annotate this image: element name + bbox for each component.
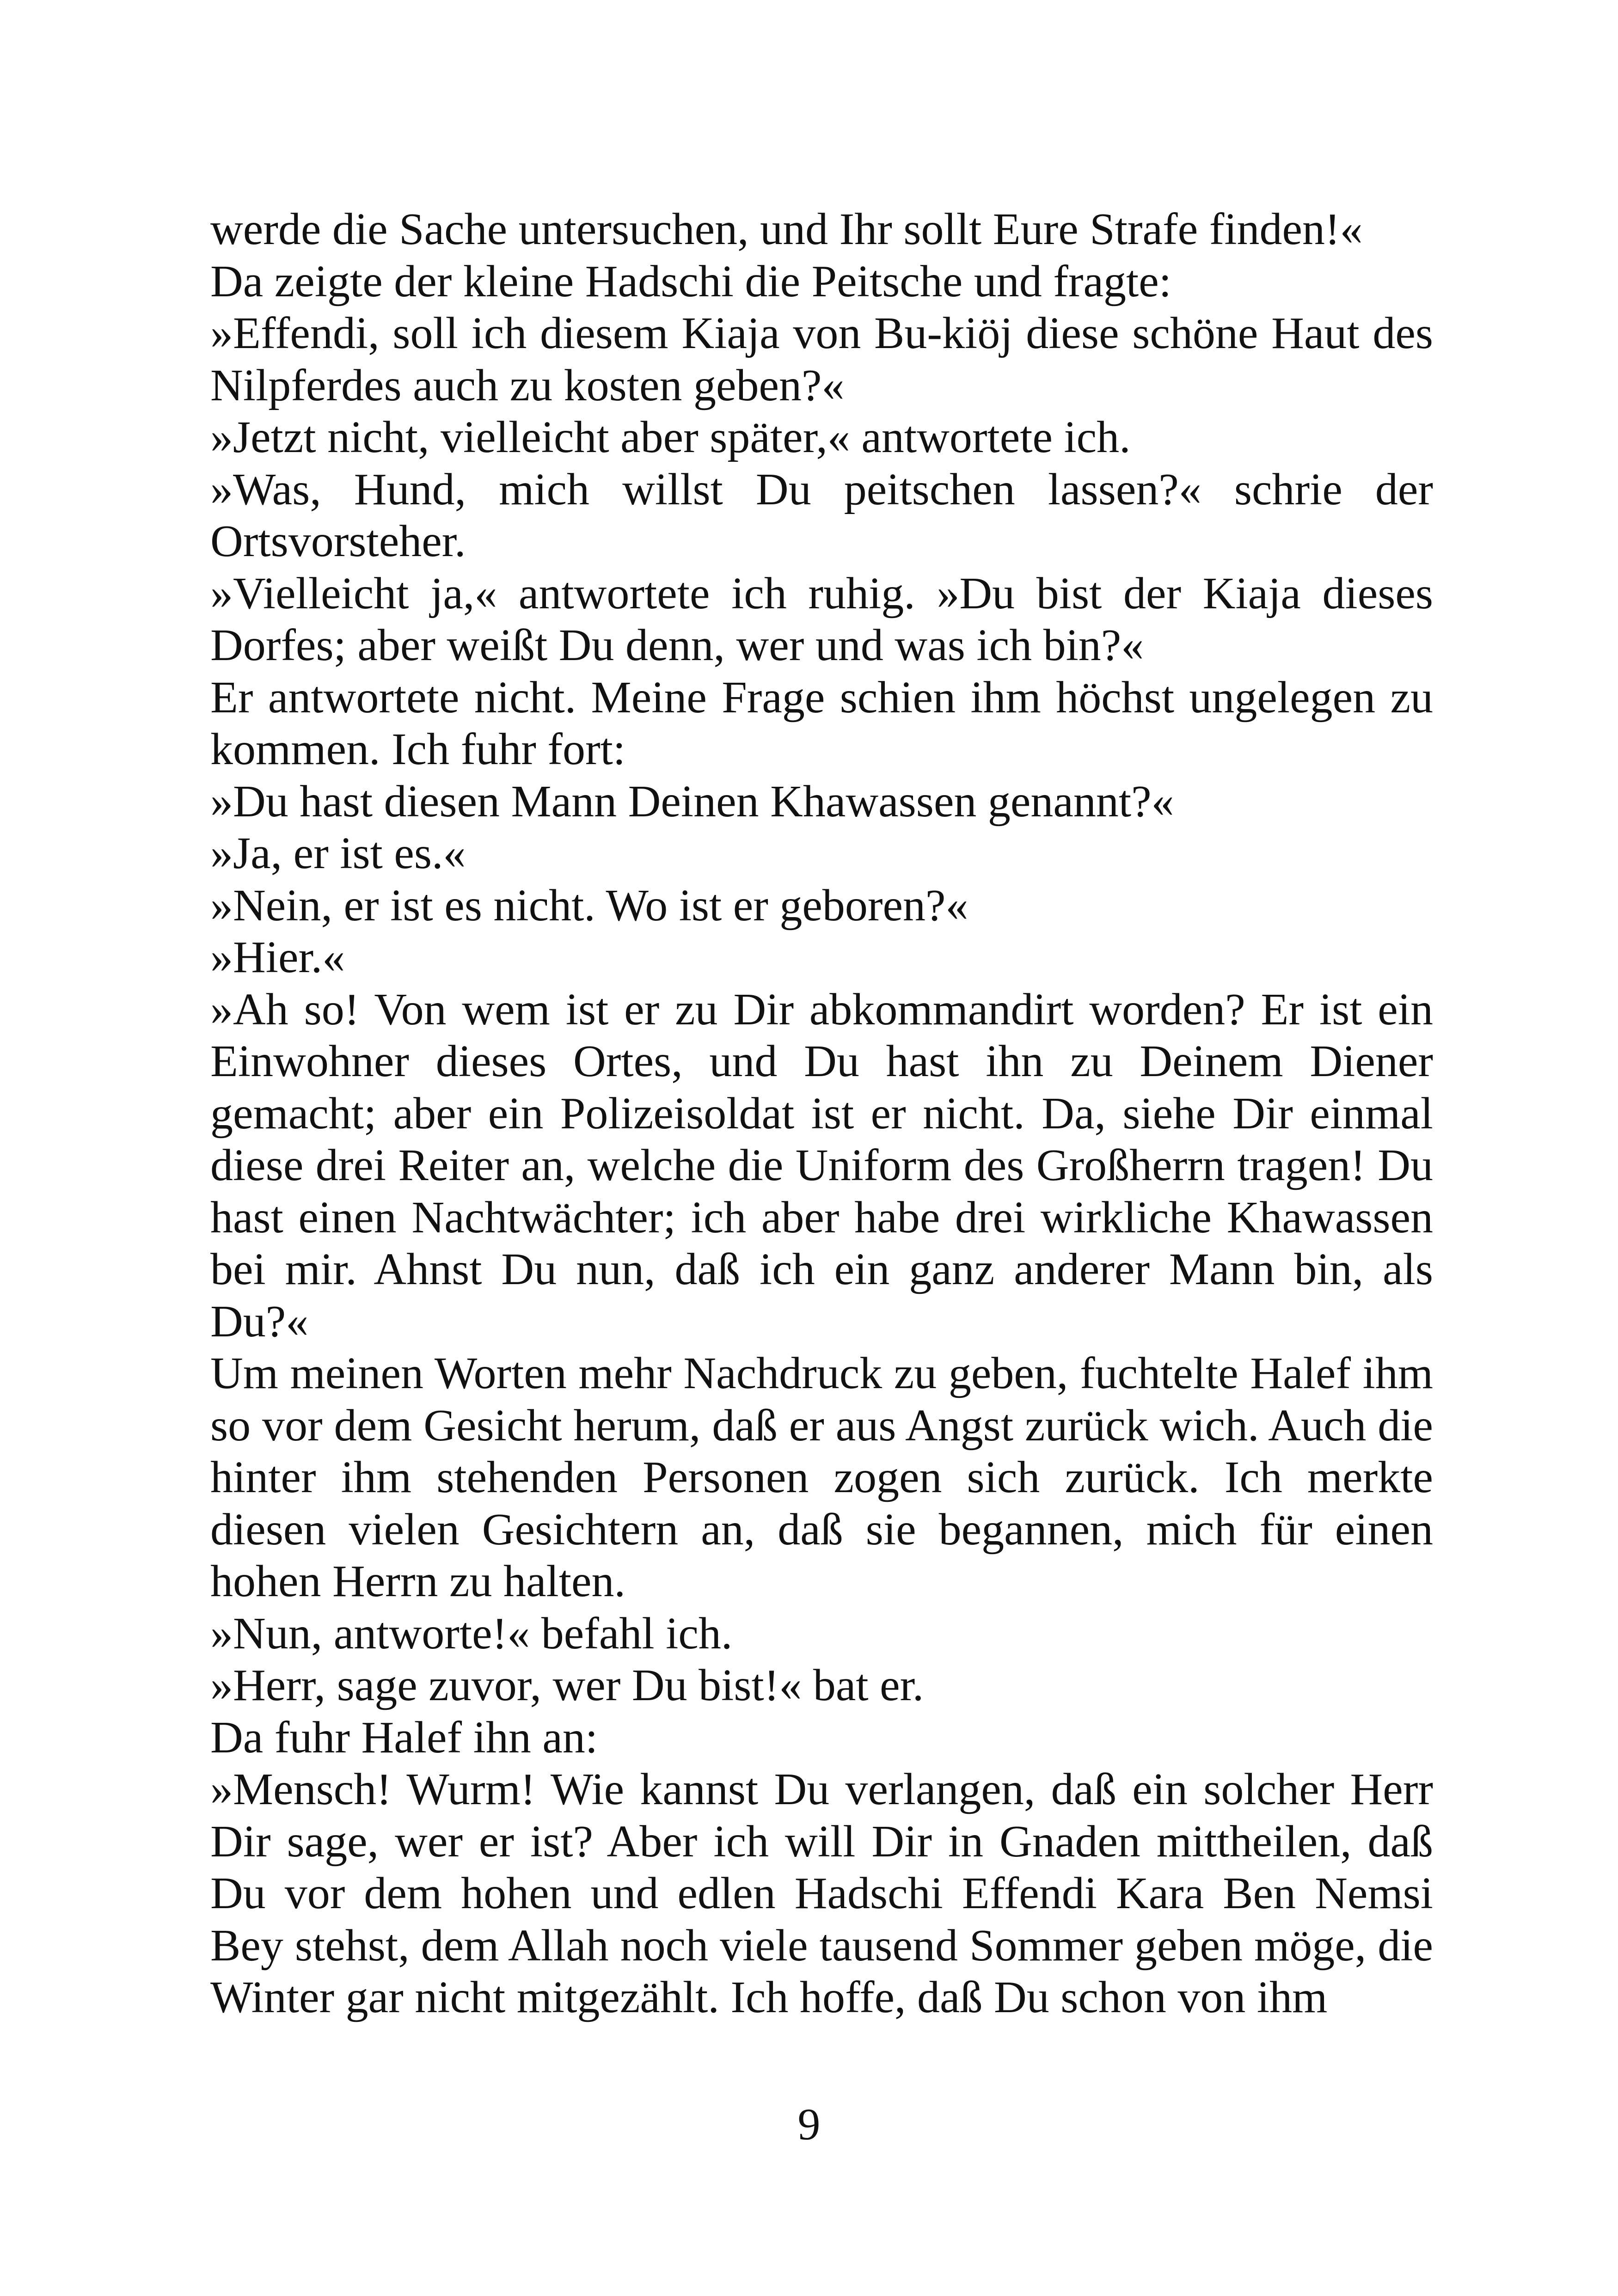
paragraph: »Du hast diesen Mann Deinen Khawassen genannt?«: [210, 776, 1174, 827]
paragraph: »Ah so! Von wem ist er zu Dir abkommandirt worden? Er ist ein Einwohner dieses Ortes, und Du hast ihn zu Deinem Diener gemacht; aber ein Polizeisoldat ist er nicht. Da, siehe Dir einmal diese drei Reiter an, welche die Uniform des Großherrn tragen! Du hast einen Nachtwächter; ich aber habe drei wirkliche Khawassen bei mir. Ahnst Du nun, daß ich ein ganz anderer Mann bin, als Du?«: [210, 984, 1433, 1347]
paragraph: »Herr, sage zuvor, wer Du bist!« bat er.: [210, 1660, 924, 1710]
paragraph: »Effendi, soll ich diesem Kiaja von Bu-kiöj diese schöne Haut des Nilpferdes auch zu kosten geben?«: [210, 308, 1433, 410]
paragraph: »Jetzt nicht, vielleicht aber später,« antwortete ich.: [210, 412, 1131, 462]
paragraph: »Vielleicht ja,« antwortete ich ruhig. »Du bist der Kiaja dieses Dorfes; aber weißt Du denn, wer und was ich bin?«: [210, 568, 1433, 670]
paragraph: Da fuhr Halef ihn an:: [210, 1712, 598, 1763]
paragraph: »Mensch! Wurm! Wie kannst Du verlangen, daß ein solcher Herr Dir sage, wer er ist? Aber ich will Dir in Gnaden mittheilen, daß Du vor dem hohen und edlen Hadschi Effendi Kara Ben Nemsi Bey stehst, dem Allah noch viele tausend Sommer geben möge, die Winter gar nicht mitgezählt. Ich hoffe, daß Du schon von ihm: [210, 1764, 1433, 2022]
paragraph: werde die Sache untersuchen, und Ihr sollt Eure Strafe finden!«: [210, 204, 1363, 254]
paragraph: »Was, Hund, mich willst Du peitschen lassen?« schrie der Ortsvorsteher.: [210, 464, 1433, 566]
paragraph: Um meinen Worten mehr Nachdruck zu geben, fuchtelte Halef ihm so vor dem Gesicht herum, daß er aus Angst zurück wich. Auch die hinter ihm stehenden Personen zogen sich zurück. Ich merkte diesen vielen Gesichtern an, daß sie begannen, mich für einen hohen Herrn zu halten.: [210, 1348, 1433, 1606]
paragraph: Er antwortete nicht. Meine Frage schien ihm höchst ungelegen zu kommen. Ich fuhr fort:: [210, 672, 1433, 774]
paragraph: »Hier.«: [210, 932, 345, 982]
body-text: [210, 203, 1433, 2024]
paragraph: »Ja, er ist es.«: [210, 828, 466, 878]
paragraph: »Nein, er ist es nicht. Wo ist er geboren?«: [210, 880, 968, 931]
paragraph: Da zeigte der kleine Hadschi die Peitsche und fragte:: [210, 256, 1171, 306]
page-number: 9: [797, 2100, 821, 2149]
paragraph: »Nun, antworte!« befahl ich.: [210, 1608, 733, 1659]
